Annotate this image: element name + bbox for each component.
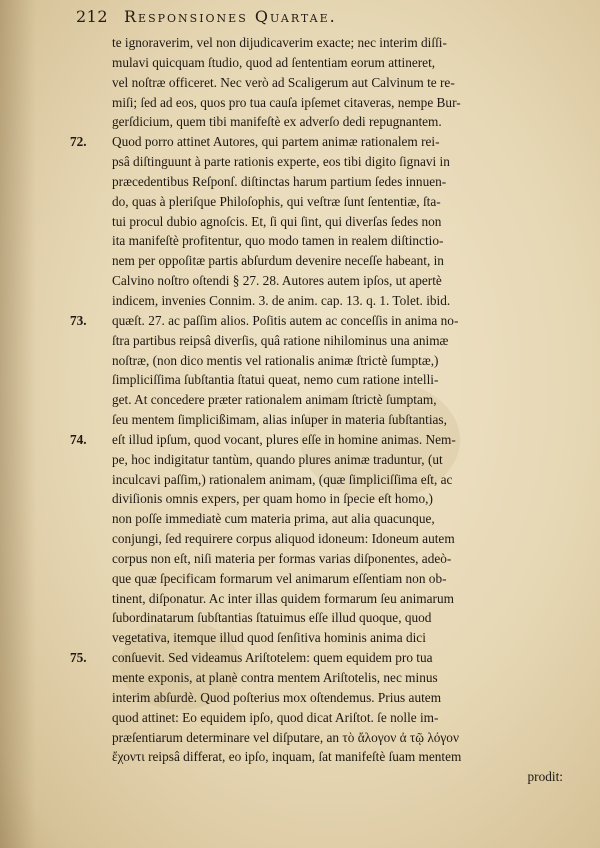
text-line [75, 747, 585, 767]
text-line [70, 132, 585, 152]
text-line [75, 33, 585, 53]
text-line [75, 251, 585, 271]
text-line [75, 767, 585, 787]
line-text: nem per oppoſitæ partis abſurdum devenire neceſſe habeant, in [112, 253, 444, 269]
line-text: vegetativa, itemque illud quod ſenſitiva hominis anima dici [112, 630, 426, 646]
line-text: tui procul dubio agnoſcis. Et, ſi qui ſint, qui diverſas ſedes non [112, 213, 442, 229]
line-text: quæſt. 27. ac paſſim alios. Poſitis autem ac conceſſis in anima no- [112, 312, 459, 328]
text-line [75, 688, 585, 708]
line-text: inculcavi paſſim,) rationalem animam, (quæ ſimpliciſſima eſt, ac [112, 471, 453, 487]
text-line [75, 152, 585, 172]
line-text: quod attinet: Eo equidem ipſo, quod dicat Ariſtot. ſe nolle im- [112, 709, 439, 725]
text-line [75, 390, 585, 410]
text-line [70, 311, 585, 331]
line-text: miſi; ſed ad eos, quos pro tua cauſa ipſemet citaveras, nempe Bur- [112, 94, 461, 110]
line-text: corpus non eſt, niſi materia per formas varias diſponentes, adeò- [112, 550, 452, 566]
text-line [75, 628, 585, 648]
text-line [75, 668, 585, 688]
line-text: psâ diſtinguunt à parte rationis experte, eos tibi digito ſignavi in [112, 154, 450, 170]
line-text: pe, hoc indigitatur tantùm, quando plures animæ traduntur, (ut [112, 451, 443, 467]
text-line [75, 589, 585, 609]
page-header [76, 7, 496, 33]
text-line [75, 470, 585, 490]
line-text: que quæ ſpecificam formarum vel animarum eſſentiam non ob- [112, 570, 447, 586]
paragraph-number: 74. [70, 431, 87, 447]
text-line [75, 728, 585, 748]
text-line [75, 509, 585, 529]
text-line [75, 489, 585, 509]
text-line [75, 112, 585, 132]
line-text: ſeu mentem ſimplicißimam, alias inſuper in materia ſubſtantias, [112, 412, 447, 428]
line-text: get. At concedere præter rationalem animam ſtrictè ſumptam, [112, 392, 437, 408]
line-text: gerſdicium, quem tibi manifeſtè ex adverſo dedi repugnantem. [112, 114, 442, 130]
text-line [75, 93, 585, 113]
line-text: ſubordinatarum ſubſtantias ſtatuimus eſſe illud quoque, quod [112, 610, 432, 626]
line-text: Calvino noſtro oſtendi § 27. 28. Autores autem ipſos, ut apertè [112, 273, 442, 289]
paragraph-number: 73. [70, 312, 87, 328]
text-line [75, 212, 585, 232]
text-line [70, 648, 585, 668]
line-text: ſtra partibus reipsâ diverſis, quâ ratione nihilominus una animæ [112, 332, 449, 348]
line-text: do, quas à pleriſque Philoſophis, qui veſtræ ſunt ſententiæ, ſta- [112, 193, 441, 209]
line-text: conjungi, ſed requirere corpus aliquod idoneum: Idoneum autem [112, 531, 455, 547]
text-body [70, 33, 585, 787]
line-text: indicem, invenies Connim. 3. de anim. cap. 13. q. 1. Tolet. ibid. [112, 292, 451, 308]
text-line [75, 549, 585, 569]
line-text: ſimpliciſſima ſubſtantia ſtatui queat, nemo cum ratione intelli- [112, 372, 439, 388]
line-text: tinent, diſponatur. Ac inter illas quidem formarum ſeu animarum [112, 590, 454, 606]
line-text: præcedentibus Reſponſ. diſtinctas harum partium ſedes innuen- [112, 173, 447, 189]
text-line [75, 192, 585, 212]
line-text: noſtræ, (non dico mentis vel rationalis animæ ſtrictè ſumptæ,) [112, 352, 439, 368]
line-text: non poſſe immediatè cum materia prima, aut alia quacunque, [112, 511, 435, 527]
text-line [75, 53, 585, 73]
text-line [75, 231, 585, 251]
text-line [75, 73, 585, 93]
line-text: præſentiarum determinare vel diſputare, an τὸ ἄλογον ἀ τῷ λόγον [112, 729, 459, 745]
paragraph-number: 75. [70, 650, 87, 666]
paragraph-number: 72. [70, 134, 87, 150]
text-line [75, 608, 585, 628]
line-text: mente exponis, at planè contra mentem Ariſtotelis, nec minus [112, 670, 438, 685]
text-line [75, 569, 585, 589]
text-line [70, 430, 585, 450]
line-text: ita manifeſtè profitentur, quo modo tamen in realem diſtinctio- [112, 233, 444, 249]
line-text: diviſionis omnis expers, per quam homo in ſpecie eſt homo,) [112, 491, 433, 507]
text-line [75, 529, 585, 549]
text-line [75, 410, 585, 430]
text-line [75, 370, 585, 390]
line-text: conſuevit. Sed videamus Ariſtotelem: quem equidem pro tua [112, 650, 433, 666]
running-title: Responsiones Quartae. [124, 7, 337, 26]
line-text: mulavi quicquam ſtudio, quod ad ſententiam eorum attineret, [112, 54, 436, 70]
line-text: te ignoraverim, vel non dijudicaverim exacte; nec interim diſſi- [112, 35, 447, 50]
line-text: ἔχοντι reipsâ differat, eo ipſo, inquam, ſat manifeſtè ſuam mentem [112, 749, 462, 765]
line-text: vel noſtræ officeret. Nec verò ad Scaligerum aut Calvinum te re- [112, 74, 455, 90]
line-text: prodit: [527, 769, 563, 785]
text-line [75, 708, 585, 728]
text-line [75, 291, 585, 311]
line-text: eſt illud ipſum, quod vocant, plures eſſe in homine animas. Nem- [112, 431, 456, 447]
line-text: interim abſurdè. Quod poſterius mox oſtendemus. Prius autem [112, 689, 442, 705]
text-line [75, 271, 585, 291]
line-text: Quod porro attinet Autores, qui partem animæ rationalem rei- [112, 134, 440, 150]
text-line [75, 351, 585, 371]
text-line [75, 172, 585, 192]
page-number: 212 [76, 7, 109, 26]
text-line [75, 450, 585, 470]
text-line [75, 331, 585, 351]
